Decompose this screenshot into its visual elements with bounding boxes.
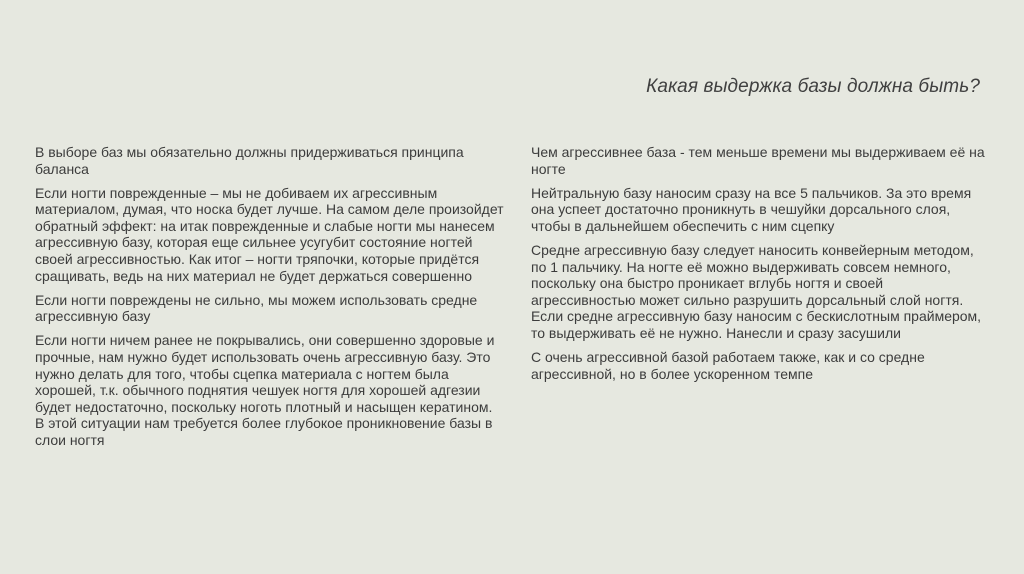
- slide-title: Какая выдержка базы должна быть?: [646, 76, 980, 97]
- right-paragraph-3: Средне агрессивную базу следует наносить конвейерным методом, по 1 пальчику. На ногте её можно выдерживать совсем немного, поскольку она быстро проникает вглубь ногтя и своей агрессивностью может сильно разрушить дорсальный слой ногтя. Если средне агрессивную базу наносим с бескислотным праймером, то выдерживать её не нужно. Нанесли и сразу засушили: [531, 241, 982, 341]
- left-paragraph-1: В выборе баз мы обязательно должны придерживаться принципа баланса: [35, 144, 464, 177]
- right-paragraph-1: Чем агрессивнее база - тем меньше времени мы выдерживаем её на ногте: [531, 144, 985, 177]
- right-paragraph-2: Нейтральную базу наносим сразу на все 5 пальчиков. За это время она успеет достаточно проникнуть в чешуйки дорсального слоя, чтобы в дальнейшем обеспечить с ним сцепку: [531, 184, 972, 234]
- left-paragraph-3: Если ногти повреждены не сильно, мы можем использовать средне агрессивную базу: [35, 291, 478, 325]
- left-paragraph-4: Если ногти ничем ранее не покрывались, они совершенно здоровые и прочные, нам нужно будет использовать очень агрессивную базу. Это нужно делать для того, чтобы сцепка материала с ногтем была хорошей, т.к. обычного поднятия чешуек ногтя для хорошей адгезии будет недостаточно, поскольку ноготь плотный и насыщен кератином. В этой ситуации нам требуется более глубокое проникновение базы в слои ногтя: [35, 332, 495, 448]
- right-paragraph-4: С очень агрессивной базой работаем также, как и со средне агрессивной, но в более ускоренном темпе: [531, 349, 925, 382]
- left-paragraph-2: Если ногти поврежденные – мы не добиваем их агрессивным материалом, думая, что носка будет лучше. На самом деле произойдет обратный эффект: на итак поврежденные и слабые ногти мы нанесем агрессивную базу, которая еще сильнее усугубит состояние ногтей своей агрессивностью. Как итог – ногти тряпочки, которые придётся сращивать, ведь на них материал не будет держаться совершенно: [35, 184, 504, 284]
- right-column: [531, 144, 991, 390]
- left-column: [35, 144, 505, 456]
